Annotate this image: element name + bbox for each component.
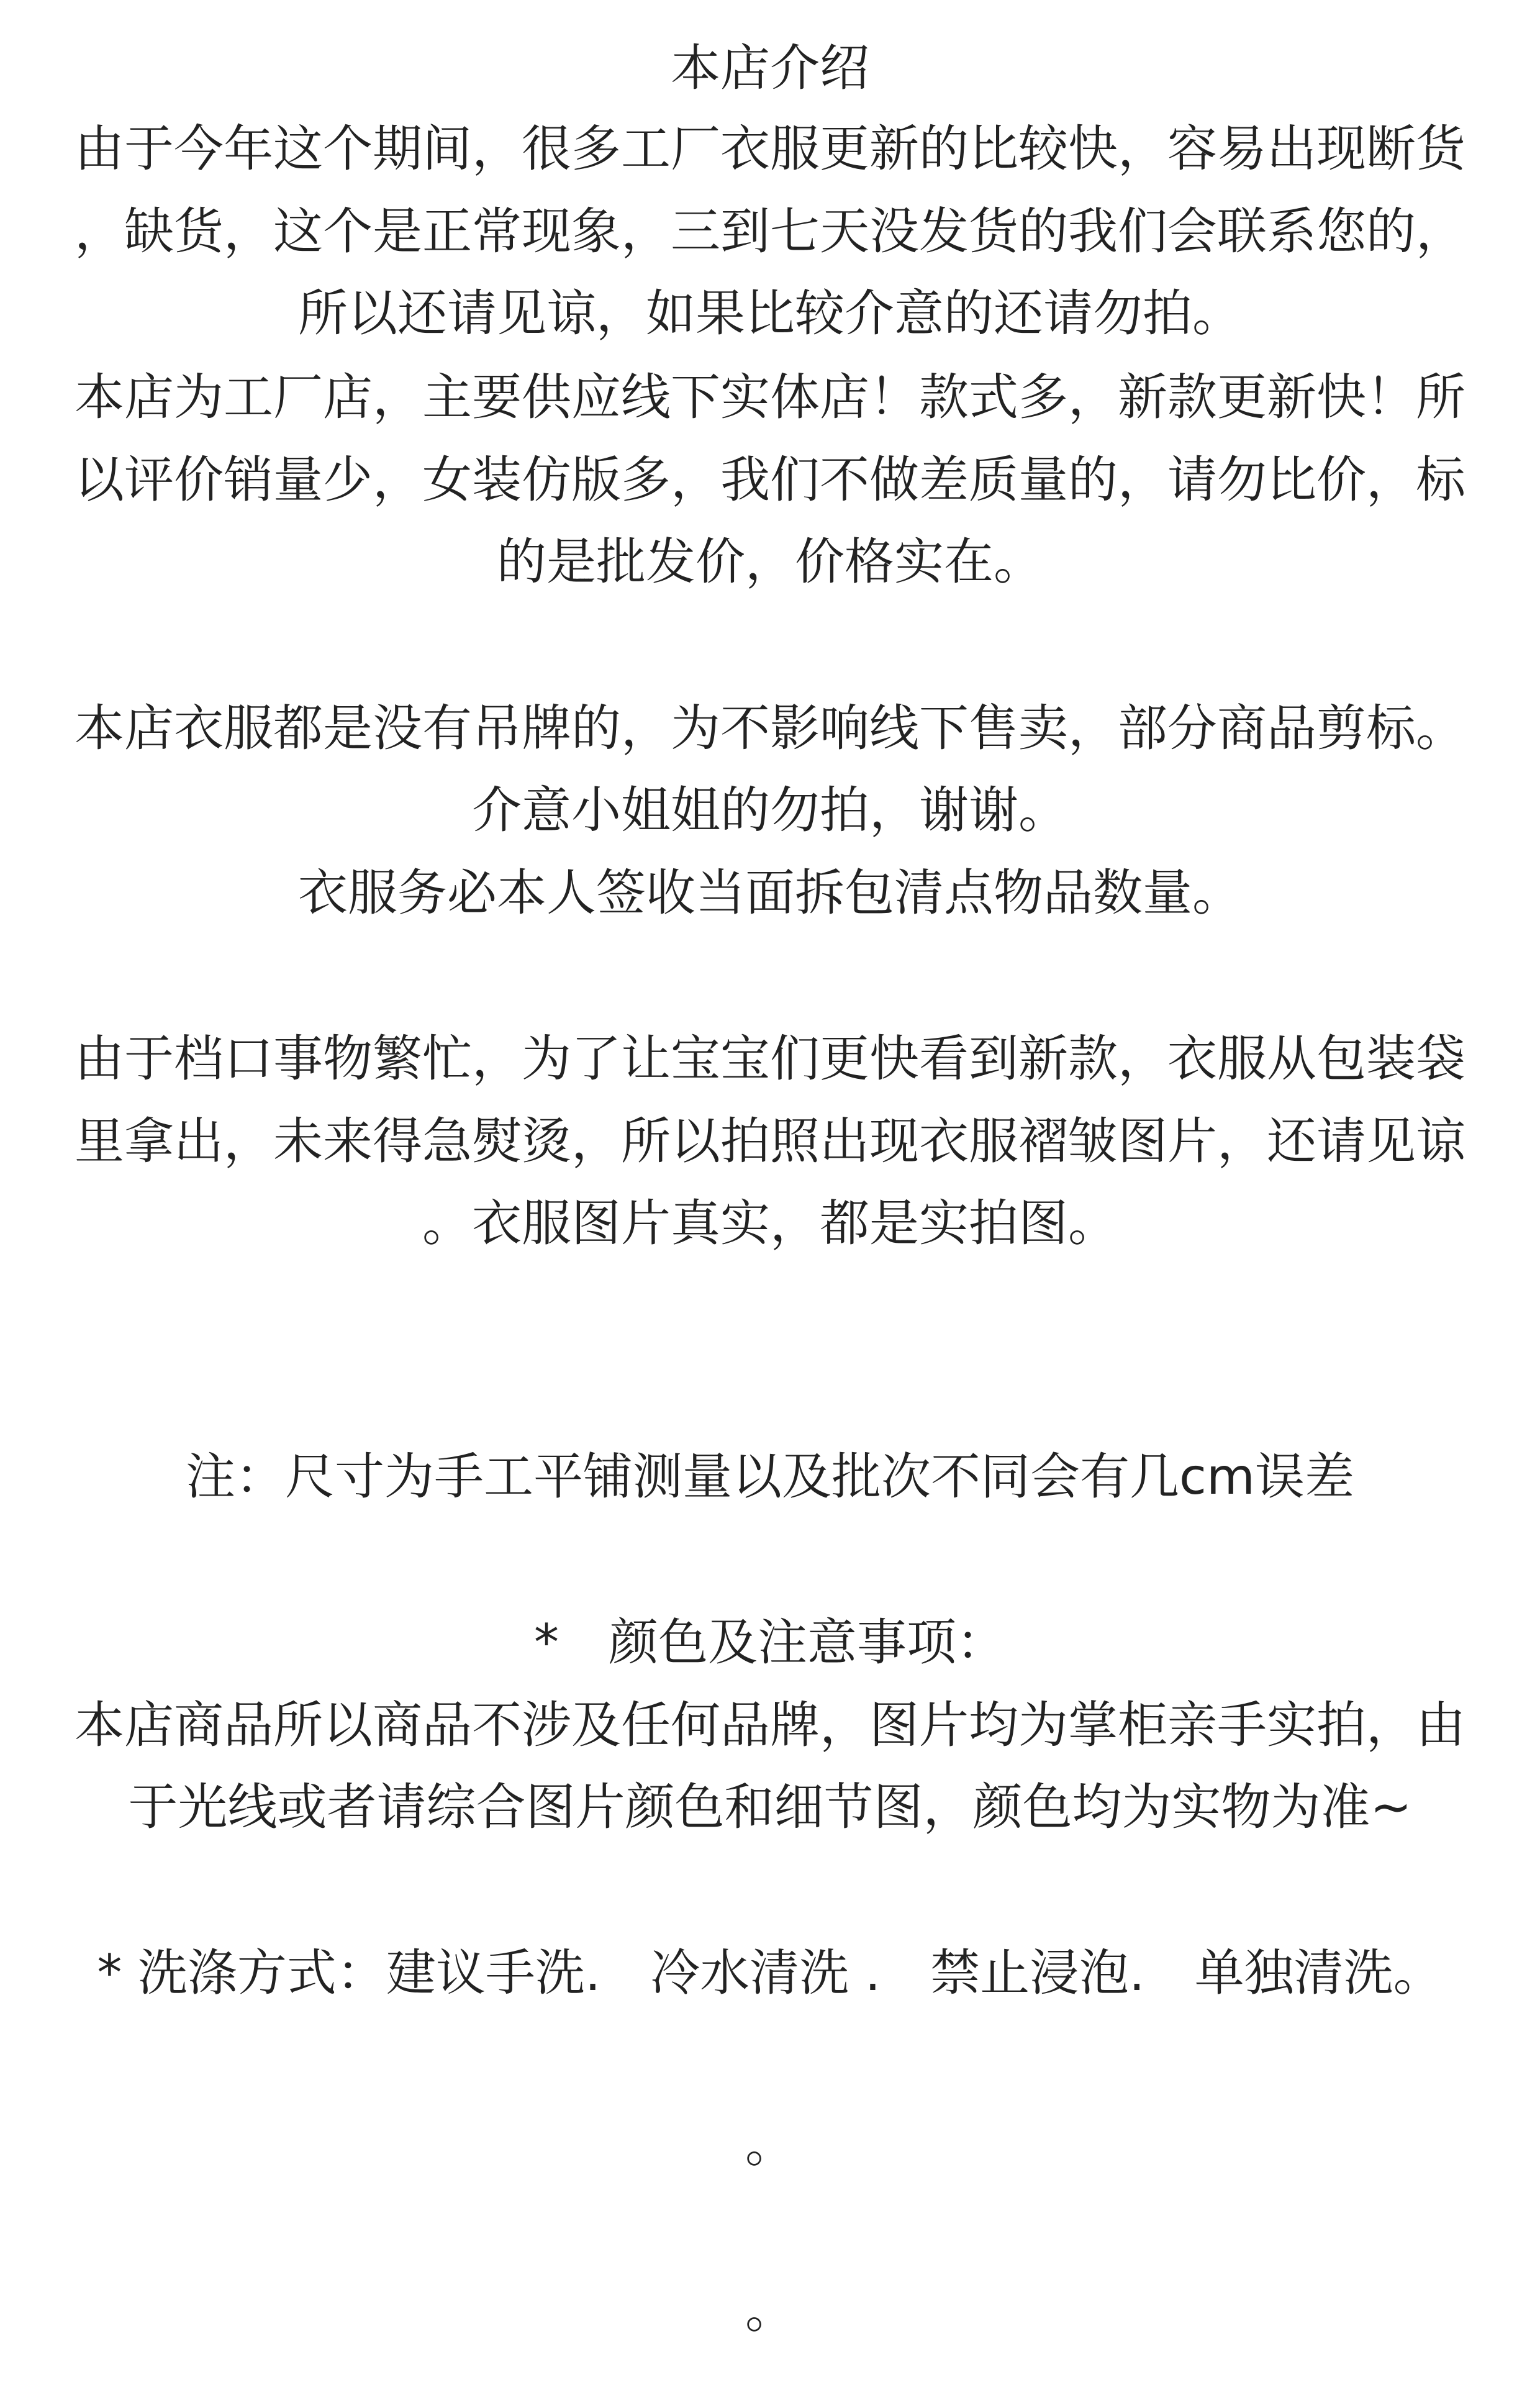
washing-instructions: * 洗涤方式：建议手洗. 冷水清洗 . 禁止浸泡. 单独清洗。 <box>97 1944 1443 2002</box>
color-text-line1: 本店商品所以商品不涉及任何品牌，图片均为掌柜亲手实拍，由 <box>75 1696 1465 1754</box>
paragraph1-line2: ，缺货，这个是正常现象，三到七天没发货的我们会联系您的， <box>75 202 1465 260</box>
paragraph4-line3: 。衣服图片真实，都是实拍图。 <box>422 1194 1118 1252</box>
paragraph2-line3: 的是批发价，价格实在。 <box>497 533 1043 591</box>
trailing-dot-2: 。 <box>745 2281 795 2339</box>
paragraph3-line1: 本店衣服都是没有吊牌的，为不影响线下售卖，部分商品剪标。 <box>75 699 1465 757</box>
paragraph3-line3: 衣服务必本人签收当面拆包清点物品数量。 <box>298 864 1242 922</box>
size-note: 注：尺寸为手工平铺测量以及批次不同会有几cm误差 <box>186 1448 1354 1506</box>
intro-title: 本店介绍 <box>671 39 869 97</box>
paragraph1-line1: 由于今年这个期间，很多工厂衣服更新的比较快，容易出现断货 <box>75 120 1465 178</box>
color-heading: * 颜色及注意事项： <box>534 1614 1006 1671</box>
paragraph2-line2: 以评价销量少，女装仿版多，我们不做差质量的，请勿比价，标 <box>75 451 1465 509</box>
paragraph3-line2: 介意小姐姐的勿拍，谢谢。 <box>472 781 1068 839</box>
paragraph4-line1: 由于档口事物繁忙，为了让宝宝们更快看到新款，衣服从包装袋 <box>75 1030 1465 1088</box>
paragraph1-line3: 所以还请见谅，如果比较介意的还请勿拍。 <box>298 284 1242 342</box>
paragraph4-line2: 里拿出，未来得急熨烫，所以拍照出现衣服褶皱图片，还请见谅 <box>75 1112 1465 1170</box>
trailing-dot-1: 。 <box>745 2115 795 2173</box>
color-text-line2: 于光线或者请综合图片颜色和细节图，颜色均为实物为准~ <box>128 1778 1412 1836</box>
paragraph2-line1: 本店为工厂店，主要供应线下实体店！款式多，新款更新快！所 <box>75 368 1465 426</box>
